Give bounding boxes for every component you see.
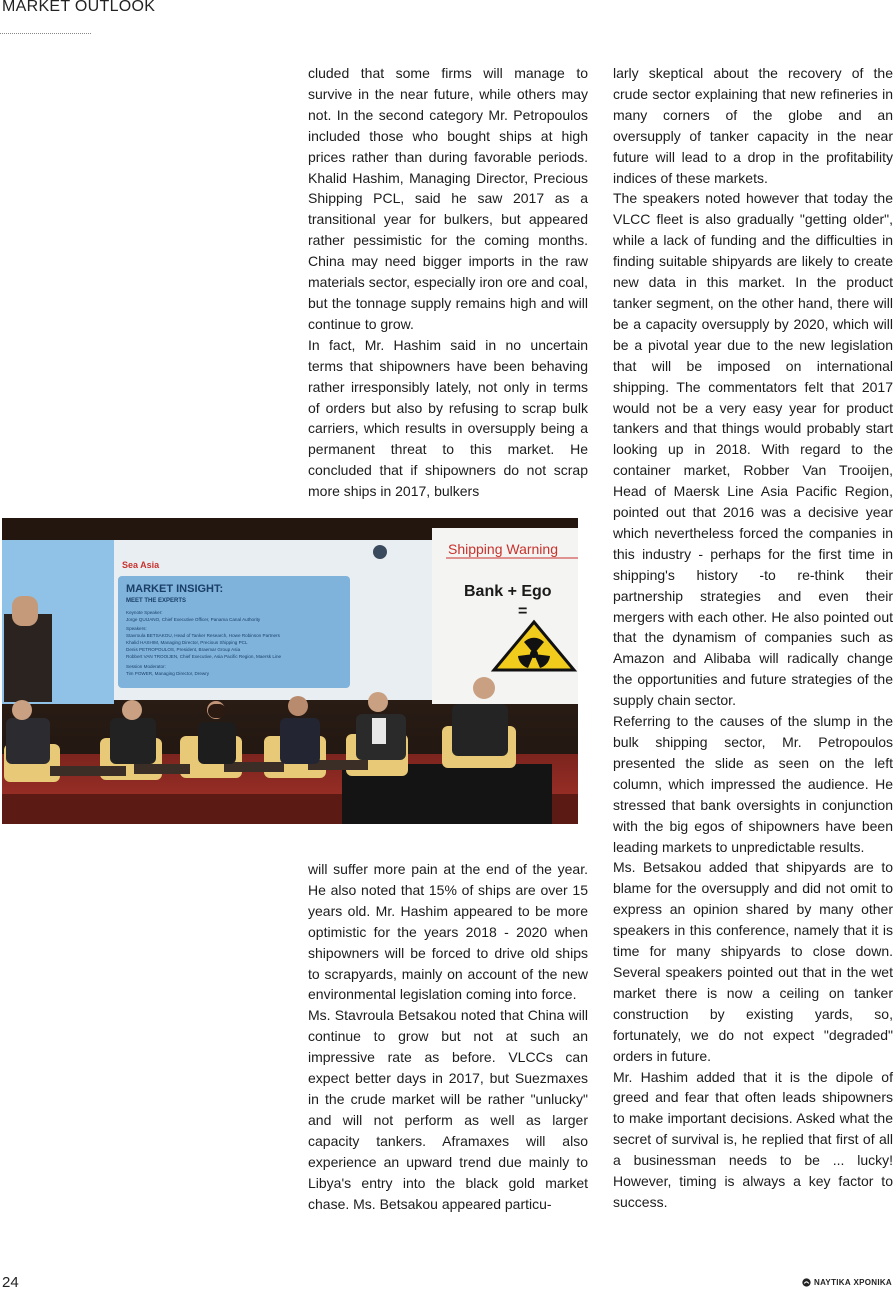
slide-subtitle: MEET THE EXPERTS — [126, 598, 187, 604]
slide-line: Denis PETROPOULOS, President, Braemar Group Asia — [126, 647, 241, 652]
conference-panel-photo — [2, 518, 578, 824]
article-column-1-bottom — [308, 859, 588, 1214]
paragraph: Ms. Betsakou added that shipyards are to blame for the oversupply and did not omit to express an opinion shared by many other speakers in this conference, namely that it is time for many shipyards to close down. Several speakers pointed out that in the wet market there is now a ceiling on tanker construction by existing yards, so, fortunately, we do not expect "degraded" orders in future. — [613, 859, 893, 1064]
slide-line: Speakers: — [126, 626, 147, 631]
left-screen-person — [4, 614, 52, 702]
paragraph: Ms. Stavroula Betsakou noted that China will continue to grow but not at such an impressive rate as before. VLCCs can expect better days in 2017, but Suezmaxes in the crude market will be rather "unlucky" and will not perform as well as larger capacity tankers. Aframaxes will also experience an upward trend due mainly to Libya's entry into the black gold market chase. Ms. Betsakou appeared particu- — [308, 1007, 588, 1212]
slide-line: Session Moderator: — [126, 664, 166, 669]
warning-formula: Bank + Ego — [464, 583, 552, 600]
paragraph: The speakers noted however that today the VLCC fleet is also gradually "getting older", while a lack of funding and the difficulties in finding suitable shipyards are likely to create new data in this market. In the product tanker segment, on the other hand, there will be a capacity oversupply by 2020, which will be a pivotal year due to the new legislation that will be imposed on international shipping. The commentators felt that 2017 would not be a very easy year for product tankers and that things would probably start looking up in 2018. With regard to the container market, Robber Van Trooijen, Head of Maersk Line Asia Pacific Region, pointed out that 2016 was a decisive year which nevertheless forced the companies in this industry - perhaps for the first time in shipping's history -to re-think their partnership strategies and even their mergers with each other. He also pointed out that the dynamism of companies such as Amazon and Alibaba will radically change the opportunities and future strategies of the supply chain sector. — [613, 190, 893, 709]
conference-panel-illustration — [2, 518, 578, 824]
slide-line: Khalid HASHIM, Managing Director, Precious Shipping PCL — [126, 640, 248, 645]
paragraph: larly skeptical about the recovery of the crude sector explaining that new refineries in many corners of the globe and an oversupply of tanker capacity in the near future will lead to a drop in the profitability indices of these markets. — [613, 65, 893, 186]
paragraph: cluded that some firms will manage to survive in the near future, while others may not. In the second category Mr. Petropoulos included those who bought ships at high prices rather than during favorable periods. Khalid Hashim, Managing Director, Precious Shipping PCL, said he saw 2017 as a transitional year for bulkers, but appeared rather pessimistic for the coming months. China may need bigger imports in the raw materials sector, especially iron ore and coal, but the tonnage supply remains high and will continue to grow. — [308, 65, 588, 332]
publication-brand — [802, 1278, 892, 1287]
paragraph: In fact, Mr. Hashim said in no uncertain terms that shipowners have been behaving rather irresponsibly lately, not only in terms of orders but also by refusing to scrap bulk carriers, which results in oversupply being a permanent threat to this market. He concluded that if shipowners do not scrap more ships in 2017, bulkers — [308, 336, 588, 500]
slide-line: Stavroula BETSAKOU, Head of Tanker Research, Howe Robinson Partners — [126, 633, 280, 638]
brand-name: ΝΑΥΤΙΚΑ ΧΡΟΝΙΚΑ — [814, 1278, 892, 1287]
slide-emblem — [373, 545, 387, 559]
left-screen-person-face — [12, 596, 38, 626]
brand-logo-icon — [802, 1278, 811, 1287]
article-column-1-top — [308, 63, 588, 502]
warning-title: Shipping Warning — [448, 541, 558, 557]
paragraph: Referring to the causes of the slump in the bulk shipping sector, Mr. Petropoulos presented the slide as seen on the left column, which impressed the audience. He stressed that bank oversights in conjunction with the big egos of shipowners have been leading markets to unpredictable results. — [613, 713, 893, 855]
slide-title: MARKET INSIGHT: — [126, 583, 224, 595]
paragraph: Mr. Hashim added that it is the dipole of greed and fear that often leads shipowners to make important decisions. Asked what the secret of survival is, he replied that first of all a businessman needs to be ... lucky! However, timing is always a key factor to success. — [613, 1068, 893, 1210]
slide-line: Keynote Speaker: — [126, 610, 163, 615]
section-title: MARKET OUTLOOK — [2, 0, 156, 15]
paragraph: will suffer more pain at the end of the year. He also noted that 15% of ships are over 15 years old. Mr. Hashim appeared to be more optimistic for the years 2018 - 2020 when shipowners will be forced to drive old ships to scrapyards, mainly on account of the new environmental legislation coming into force. — [308, 861, 588, 1003]
page-number: 24 — [2, 1274, 19, 1291]
article-column-2 — [613, 63, 893, 1213]
slide-line: Tim POWER, Managing Director, Drewry — [126, 671, 210, 676]
slide-line: Robbert VAN TROOIJEN, Chief Executive, Asia Pacific Region, Maersk Line — [126, 654, 282, 659]
slide-line: Jorge QUIJANO, Chief Executive Officer, Panama Canal Authority — [126, 617, 261, 622]
slide-logo: Sea Asia — [122, 560, 160, 570]
warning-equals: = — [518, 603, 528, 620]
section-rule — [0, 33, 91, 34]
